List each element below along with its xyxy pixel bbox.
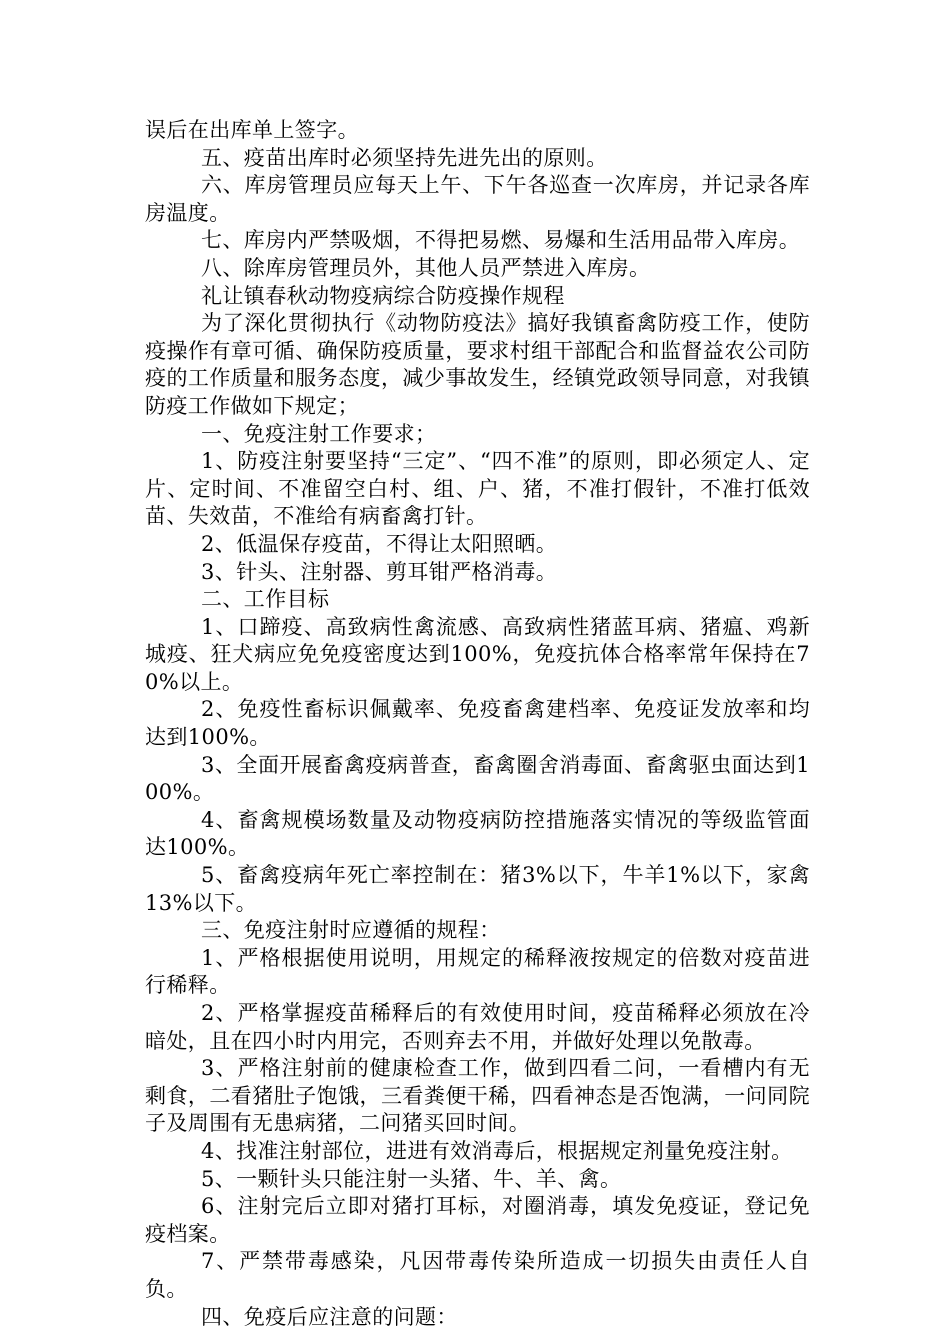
list-item-3-5: 5、一颗针头只能注射一头猪、牛、羊、禽。	[201, 1166, 622, 1191]
list-item-1-1: 1、防疫注射要坚持“三定”、“四不准”的原则，即必须定人、定片、定时间、不准留空白村、组、户、猪，不准打假针，不准打低效苗、失效苗，不准给有病畜禽打针。	[145, 449, 810, 529]
paragraph-rule-7: 七、库房内严禁吸烟，不得把易燃、易爆和生活用品带入库房。	[201, 228, 801, 253]
list-item-2-2: 2、免疫性畜标识佩戴率、免疫畜禽建档率、免疫证发放率和均达到100%。	[145, 697, 810, 750]
list-item-3-3: 3、严格注射前的健康检查工作，做到四看二问，一看槽内有无剩食，二看猪肚子饱饿，三看粪便干稀，四看神态是否饱满，一问同院子及周围有无患病猪，二问猪买回时间。	[145, 1056, 810, 1136]
paragraph-rule-5: 五、疫苗出库时必须坚持先进先出的原则。	[201, 145, 608, 170]
list-item-2-5: 5、畜禽疫病年死亡率控制在：猪3%以下，牛羊1%以下，家禽13%以下。	[145, 863, 810, 915]
list-item-3-7: 7、严禁带毒感染，凡因带毒传染所造成一切损失由责任人自负。	[145, 1249, 810, 1301]
list-item-3-6: 6、注射完后立即对猪打耳标，对圈消毒，填发免疫证，登记免疫档案。	[145, 1194, 810, 1246]
list-item-2-3: 3、全面开展畜禽疫病普查，畜禽圈舍消毒面、畜禽驱虫面达到100%。	[145, 752, 810, 805]
list-item-2-4: 4、畜禽规模场数量及动物疫病防控措施落实情况的等级监管面达100%。	[145, 807, 810, 860]
heading-section-1: 一、免疫注射工作要求；	[201, 421, 437, 446]
list-item-1-3: 3、针头、注射器、剪耳钳严格消毒。	[201, 559, 558, 584]
document-body	[145, 117, 810, 1331]
list-item-3-4: 4、找准注射部位，进进有效消毒后，根据规定剂量免疫注射。	[201, 1138, 793, 1163]
list-item-3-1: 1、严格根据使用说明，用规定的稀释液按规定的倍数对疫苗进行稀释。	[145, 945, 810, 998]
paragraph-rule-8: 八、除库房管理员外，其他人员严禁进入库房。	[201, 255, 651, 280]
paragraph-rule-6: 六、库房管理员应每天上午、下午各巡查一次库房，并记录各库房温度。	[145, 173, 810, 225]
section-title: 礼让镇春秋动物疫病综合防疫操作规程	[201, 283, 565, 308]
heading-section-3: 三、免疫注射时应遵循的规程：	[201, 918, 501, 943]
list-item-3-2: 2、严格掌握疫苗稀释后的有效使用时间，疫苗稀释必须放在冷暗处，且在四小时内用完，否则弃去不用，并做好处理以免散毒。	[145, 1001, 810, 1053]
heading-section-2: 二、工作目标	[201, 587, 330, 612]
paragraph-intro: 为了深化贯彻执行《动物防疫法》搞好我镇畜禽防疫工作，使防疫操作有章可循、确保防疫质量，要求村组干部配合和监督益农公司防疫的工作质量和服务态度，减少事故发生，经镇党政领导同意，对我镇防疫工作做如下规定；	[145, 311, 810, 418]
heading-section-4: 四、免疫后应注意的问题：	[201, 1304, 458, 1329]
paragraph-continuation: 误后在出库单上签字。	[145, 118, 359, 142]
list-item-1-2: 2、低温保存疫苗，不得让太阳照晒。	[201, 531, 558, 556]
list-item-2-1: 1、口蹄疫、高致病性禽流感、高致病性猪蓝耳病、猪瘟、鸡新城疫、狂犬病应免免疫密度达到100%，免疫抗体合格率常年保持在70%以上。	[145, 614, 810, 694]
